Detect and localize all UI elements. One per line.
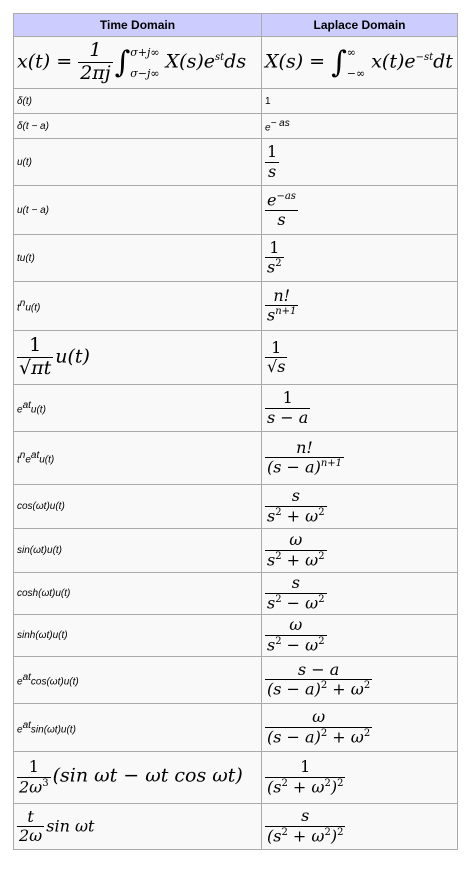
table-row (14, 186, 458, 235)
time-function (14, 432, 262, 485)
denominator-term: s (267, 635, 276, 655)
table-row (14, 114, 458, 139)
denominator-exponent: 2 (324, 777, 331, 789)
denominator-term: (s − a) (267, 679, 321, 699)
table-row (14, 331, 458, 385)
denominator-term: ) (330, 826, 338, 846)
fraction-denominator (265, 679, 372, 699)
fraction-numerator: ω (289, 615, 303, 635)
time-function (14, 385, 262, 432)
time-expression: (sin ωt − ωt cos ωt) (52, 765, 243, 787)
time-definition-cell (14, 37, 262, 89)
fraction (265, 531, 327, 569)
time-exponent: n (19, 450, 26, 462)
fraction (78, 40, 112, 85)
time-function (14, 139, 262, 186)
denominator-exponent: 2 (275, 593, 282, 605)
denominator-base: s (267, 257, 276, 277)
fraction-numerator: 1 (271, 337, 282, 357)
time-function (14, 331, 262, 385)
denominator-term: + ω (287, 826, 325, 846)
fraction-denominator (265, 550, 327, 570)
laplace-definition-lhs: X(s) = (265, 50, 326, 73)
time-expression: cosh(ωt)u(t) (17, 588, 71, 599)
table-row (14, 804, 458, 850)
fraction-numerator: t (27, 806, 34, 826)
integrand: x(t)e (371, 50, 416, 73)
denominator-base: (s − a) (267, 457, 321, 477)
denominator-exponent: 2 (318, 550, 325, 562)
time-exponent: at (22, 400, 31, 412)
denominator-term: ω (305, 506, 319, 526)
numerator-exponent: −as (276, 190, 296, 202)
denominator-term: ω (350, 679, 364, 699)
laplace-transform (262, 186, 458, 235)
integral-sign: ∫ (331, 45, 347, 80)
denominator-exponent: n+1 (320, 458, 342, 470)
time-expression: u(t) (55, 345, 90, 368)
time-function (14, 573, 262, 615)
time-exponent: at (22, 719, 31, 731)
denominator-term: ) (330, 777, 338, 797)
fraction-numerator: 1 (28, 757, 39, 777)
time-function (14, 529, 262, 573)
fraction-numerator: n! (296, 437, 313, 457)
fraction-numerator: 1 (29, 334, 42, 357)
fraction (265, 191, 298, 229)
column-header-time-domain: Time Domain (14, 14, 262, 37)
differential: ds (224, 50, 247, 73)
time-function (14, 282, 262, 331)
denominator-exponent: 2 (363, 727, 371, 739)
fraction (17, 335, 53, 380)
fraction (17, 758, 51, 796)
integral-lower-limit: σ−j∞ (130, 66, 160, 80)
table-header-row (14, 14, 458, 37)
time-expression: u(t) (39, 454, 55, 466)
denominator-term: s (267, 550, 276, 570)
time-function (14, 804, 262, 850)
time-function (14, 235, 262, 282)
table-row-definition (14, 37, 458, 89)
time-base: e (25, 454, 31, 466)
table-row (14, 752, 458, 804)
denominator-exponent: 2 (337, 777, 344, 789)
fraction-numerator: 1 (267, 142, 278, 162)
time-function (14, 615, 262, 657)
time-expression: δ(t) (17, 95, 32, 107)
table-row (14, 485, 458, 529)
time-function (14, 657, 262, 704)
fraction-denominator (265, 593, 327, 613)
fraction-numerator: 1 (300, 757, 311, 777)
fraction-denominator (265, 635, 327, 655)
fraction-denominator (265, 457, 344, 477)
fraction-denominator: s (265, 162, 279, 181)
time-base: t (17, 454, 20, 466)
fraction-numerator: s − a (297, 659, 340, 679)
laplace-transform (262, 139, 458, 186)
table-row (14, 235, 458, 282)
time-function (14, 89, 262, 114)
denominator-term: ω (305, 635, 319, 655)
laplace-transform (262, 573, 458, 615)
fraction-denominator: √πt (19, 357, 52, 379)
time-base: e (17, 676, 23, 688)
denominator-exponent: 2 (281, 777, 288, 789)
integral-upper-limit: σ+j∞ (130, 45, 160, 59)
laplace-transform (262, 282, 458, 331)
denominator-exponent: 3 (42, 777, 49, 789)
fraction-denominator (17, 777, 51, 797)
fraction-denominator: s (265, 210, 298, 229)
denominator-operator: + (281, 506, 306, 526)
time-definition-lhs: x(t) = (17, 50, 73, 73)
denominator-exponent: 2 (324, 826, 331, 838)
time-expression: u(t) (25, 302, 41, 314)
fraction-denominator (265, 727, 372, 747)
fraction (265, 487, 327, 525)
fraction-denominator: 2ω (19, 826, 43, 845)
fraction-denominator (265, 506, 327, 526)
laplace-transform (262, 804, 458, 850)
time-expression: δ(t − a) (17, 120, 49, 132)
laplace-transform-table (13, 13, 458, 850)
laplace-transform (262, 529, 458, 573)
fraction (17, 808, 44, 846)
laplace-transform (262, 235, 458, 282)
fraction-denominator (265, 777, 345, 797)
denominator-exponent: 2 (320, 680, 328, 692)
laplace-transform (262, 114, 458, 139)
fraction (265, 339, 287, 377)
fraction-numerator (265, 191, 298, 210)
fraction-denominator: s − a (267, 407, 309, 427)
laplace-transform (262, 89, 458, 114)
denominator-exponent: 2 (318, 635, 325, 647)
denominator-term: (s (267, 777, 282, 797)
table-row (14, 282, 458, 331)
integral-lower-limit: −∞ (346, 66, 366, 80)
fraction-numerator: 1 (89, 39, 102, 62)
denominator-operator: + (327, 679, 351, 699)
time-expression: u(t) (17, 156, 32, 168)
time-exponent: at (22, 672, 31, 684)
denominator-exponent: n+1 (275, 306, 297, 318)
table-row (14, 704, 458, 752)
time-exponent: at (30, 450, 40, 462)
laplace-transform (262, 485, 458, 529)
time-function (14, 485, 262, 529)
laplace-transform (262, 432, 458, 485)
denominator-exponent: 2 (281, 826, 288, 838)
time-expression: tu(t) (17, 252, 35, 264)
laplace-base: e (265, 122, 271, 134)
table-row (14, 615, 458, 657)
denominator-base: 2ω (19, 777, 43, 797)
fraction (265, 439, 344, 477)
denominator-term: ω (305, 550, 319, 570)
denominator-exponent: 2 (275, 635, 282, 647)
laplace-transform (262, 704, 458, 752)
fraction-denominator (265, 305, 298, 325)
fraction (265, 239, 284, 277)
denominator-operator: + (327, 727, 351, 747)
fraction (265, 287, 298, 325)
denominator-exponent: 2 (275, 550, 282, 562)
denominator-term: s (267, 593, 276, 613)
time-expression: sinh(ωt)u(t) (17, 630, 68, 641)
fraction (265, 758, 345, 796)
denominator-operator: − (281, 635, 306, 655)
laplace-transform (262, 752, 458, 804)
time-expression: sin(ωt)u(t) (17, 545, 63, 556)
denominator-term: + ω (287, 777, 325, 797)
integral-limits (347, 47, 365, 79)
denominator-exponent: 2 (318, 506, 325, 518)
denominator-term: s (267, 506, 276, 526)
fraction-numerator: s (301, 806, 310, 826)
exponent: −st (415, 52, 434, 64)
fraction (265, 708, 372, 746)
time-base: e (17, 724, 23, 736)
time-function (14, 704, 262, 752)
table-row (14, 432, 458, 485)
denominator-operator: + (281, 550, 306, 570)
time-function (14, 752, 262, 804)
fraction-denominator: √s (267, 357, 286, 376)
laplace-definition-cell (262, 37, 458, 89)
fraction (265, 661, 372, 699)
fraction (265, 616, 327, 654)
laplace-expression: 1 (265, 95, 271, 107)
time-expression: u(t − a) (17, 204, 49, 216)
fraction-numerator: ω (289, 530, 303, 550)
table-row (14, 139, 458, 186)
fraction-denominator (265, 826, 345, 846)
time-function (14, 186, 262, 235)
denominator-exponent: 2 (275, 258, 282, 270)
fraction (265, 143, 279, 181)
integrand: X(s)e (165, 50, 216, 73)
laplace-transform (262, 615, 458, 657)
laplace-transform (262, 385, 458, 432)
denominator-base: s (267, 305, 276, 325)
fraction-numerator: s (291, 486, 300, 506)
time-expression: sin(ωt)u(t) (30, 724, 76, 736)
fraction-denominator: 2πj (80, 62, 111, 84)
column-header-laplace-domain: Laplace Domain (262, 14, 458, 37)
table-row (14, 657, 458, 704)
time-expression: u(t) (30, 404, 46, 416)
time-expression: cos(ωt)u(t) (17, 501, 65, 512)
laplace-transform (262, 331, 458, 385)
numerator-base: e (267, 190, 277, 210)
time-function (14, 114, 262, 139)
fraction-numerator: s (291, 573, 300, 593)
table-row (14, 529, 458, 573)
time-base: t (17, 302, 20, 314)
table-row (14, 573, 458, 615)
fraction-numerator: n! (273, 285, 291, 305)
table-row (14, 385, 458, 432)
fraction (265, 574, 327, 612)
time-expression: cos(ωt)u(t) (30, 676, 79, 688)
denominator-exponent: 2 (320, 727, 328, 739)
laplace-transform (262, 657, 458, 704)
integral-upper-limit: ∞ (346, 45, 356, 59)
fraction-numerator: ω (312, 707, 326, 727)
time-expression: sin ωt (46, 816, 95, 835)
exponent: st (215, 52, 225, 64)
denominator-term: ω (350, 727, 364, 747)
table-row (14, 89, 458, 114)
laplace-exponent: − as (270, 118, 290, 130)
denominator-term: (s (267, 826, 282, 846)
fraction (265, 389, 310, 427)
denominator-exponent: 2 (337, 826, 344, 838)
denominator-term: ω (305, 593, 319, 613)
denominator-exponent: 2 (318, 593, 325, 605)
fraction (265, 807, 345, 845)
fraction-denominator (265, 257, 284, 277)
denominator-term: (s − a) (267, 727, 321, 747)
fraction-numerator: 1 (269, 237, 280, 257)
integral-sign: ∫ (114, 45, 131, 80)
time-base: e (17, 404, 23, 416)
differential: dt (433, 50, 453, 73)
integral-limits (130, 47, 159, 79)
denominator-operator: − (281, 593, 306, 613)
fraction-numerator: 1 (282, 388, 293, 408)
time-exponent: n (19, 298, 26, 310)
denominator-exponent: 2 (275, 506, 282, 518)
denominator-exponent: 2 (363, 680, 371, 692)
